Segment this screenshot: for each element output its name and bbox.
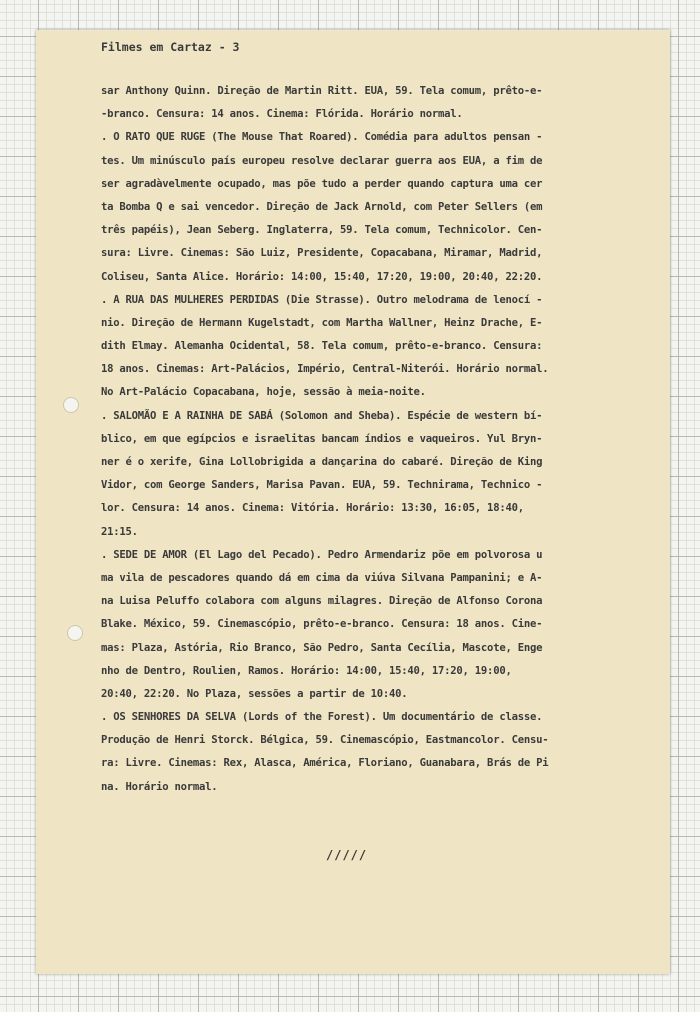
- text-line: tes. Um minúsculo país europeu resolve declarar guerra aos EUA, a fim de: [101, 154, 543, 167]
- text-line: 21:15.: [101, 525, 138, 538]
- text-line: ra: Livre. Cinemas: Rex, Alasca, América, Floriano, Guanabara, Brás de Pi: [101, 757, 549, 770]
- text-line: blico, em que egípcios e israelitas bancam índios e vaqueiros. Yul Bryn-: [101, 432, 543, 445]
- text-line: Blake. México, 59. Cinemascópio, prêto-e-branco. Censura: 18 anos. Cine-: [101, 618, 543, 631]
- text-line: No Art-Palácio Copacabana, hoje, sessão à meia-noite.: [101, 386, 426, 399]
- text-line: 18 anos. Cinemas: Art-Palácios, Império, Central-Niterói. Horário normal.: [101, 363, 549, 376]
- typed-page: [36, 30, 670, 974]
- text-line: . OS SENHORES DA SELVA (Lords of the Forest). Um documentário de classe.: [101, 711, 543, 724]
- punch-hole: [63, 397, 79, 413]
- text-line: ser agradàvelmente ocupado, mas põe tudo a perder quando captura uma cer: [101, 177, 543, 190]
- text-line: . SALOMÃO E A RAINHA DE SABÁ (Solomon and Sheba). Espécie de western bí-: [101, 409, 543, 422]
- text-line: . A RUA DAS MULHERES PERDIDAS (Die Strasse). Outro melodrama de lenocí -: [101, 293, 543, 306]
- text-line: ma vila de pescadores quando dá em cima da viúva Silvana Pampanini; e A-: [101, 571, 543, 584]
- text-line: lor. Censura: 14 anos. Cinema: Vitória. Horário: 13:30, 16:05, 18:40,: [101, 502, 524, 515]
- punch-hole: [67, 625, 83, 641]
- text-line: . O RATO QUE RUGE (The Mouse That Roared). Comédia para adultos pensan -: [101, 131, 543, 144]
- end-mark: /////: [326, 848, 368, 862]
- text-line: 20:40, 22:20. No Plaza, sessões a partir de 10:40.: [101, 687, 408, 700]
- text-line: na. Horário normal.: [101, 780, 218, 793]
- text-line: nio. Direção de Hermann Kugelstadt, com Martha Wallner, Heinz Drache, E-: [101, 316, 543, 329]
- text-line: ner é o xerife, Gina Lollobrigida a dançarina do cabaré. Direção de King: [101, 456, 543, 468]
- text-line: na Luisa Peluffo colabora com alguns milagres. Direção de Alfonso Corona: [101, 595, 543, 608]
- text-line: . SEDE DE AMOR (El Lago del Pecado). Pedro Armendariz põe em polvorosa u: [101, 548, 543, 561]
- text-line: sar Anthony Quinn. Direção de Martin Ritt. EUA, 59. Tela comum, prêto-e-: [101, 85, 543, 97]
- text-line: sura: Livre. Cinemas: São Luiz, Presidente, Copacabana, Miramar, Madrid,: [101, 247, 543, 260]
- text-line: Produção de Henri Storck. Bélgica, 59. Cinemascópio, Eastmancolor. Censu-: [101, 734, 549, 747]
- text-line: três papéis), Jean Seberg. Inglaterra, 59. Tela comum, Technicolor. Cen-: [101, 224, 543, 237]
- text-line: dith Elmay. Alemanha Ocidental, 58. Tela comum, prêto-e-branco. Censura:: [101, 340, 543, 353]
- text-line: Coliseu, Santa Alice. Horário: 14:00, 15:40, 17:20, 19:00, 20:40, 22:20.: [101, 270, 543, 283]
- text-line: mas: Plaza, Astória, Rio Branco, São Pedro, Santa Cecília, Mascote, Enge: [101, 641, 543, 654]
- text-line: Vidor, com George Sanders, Marisa Pavan. EUA, 59. Technirama, Technico -: [101, 479, 543, 492]
- text-line: -branco. Censura: 14 anos. Cinema: Flórida. Horário normal.: [101, 108, 463, 121]
- text-line: ta Bomba Q e sai vencedor. Direção de Jack Arnold, com Peter Sellers (em: [101, 200, 543, 213]
- page-header: Filmes em Cartaz - 3: [101, 40, 240, 54]
- typed-body: [101, 80, 661, 799]
- text-line: nho de Dentro, Roulien, Ramos. Horário: 14:00, 15:40, 17:20, 19:00,: [101, 664, 512, 677]
